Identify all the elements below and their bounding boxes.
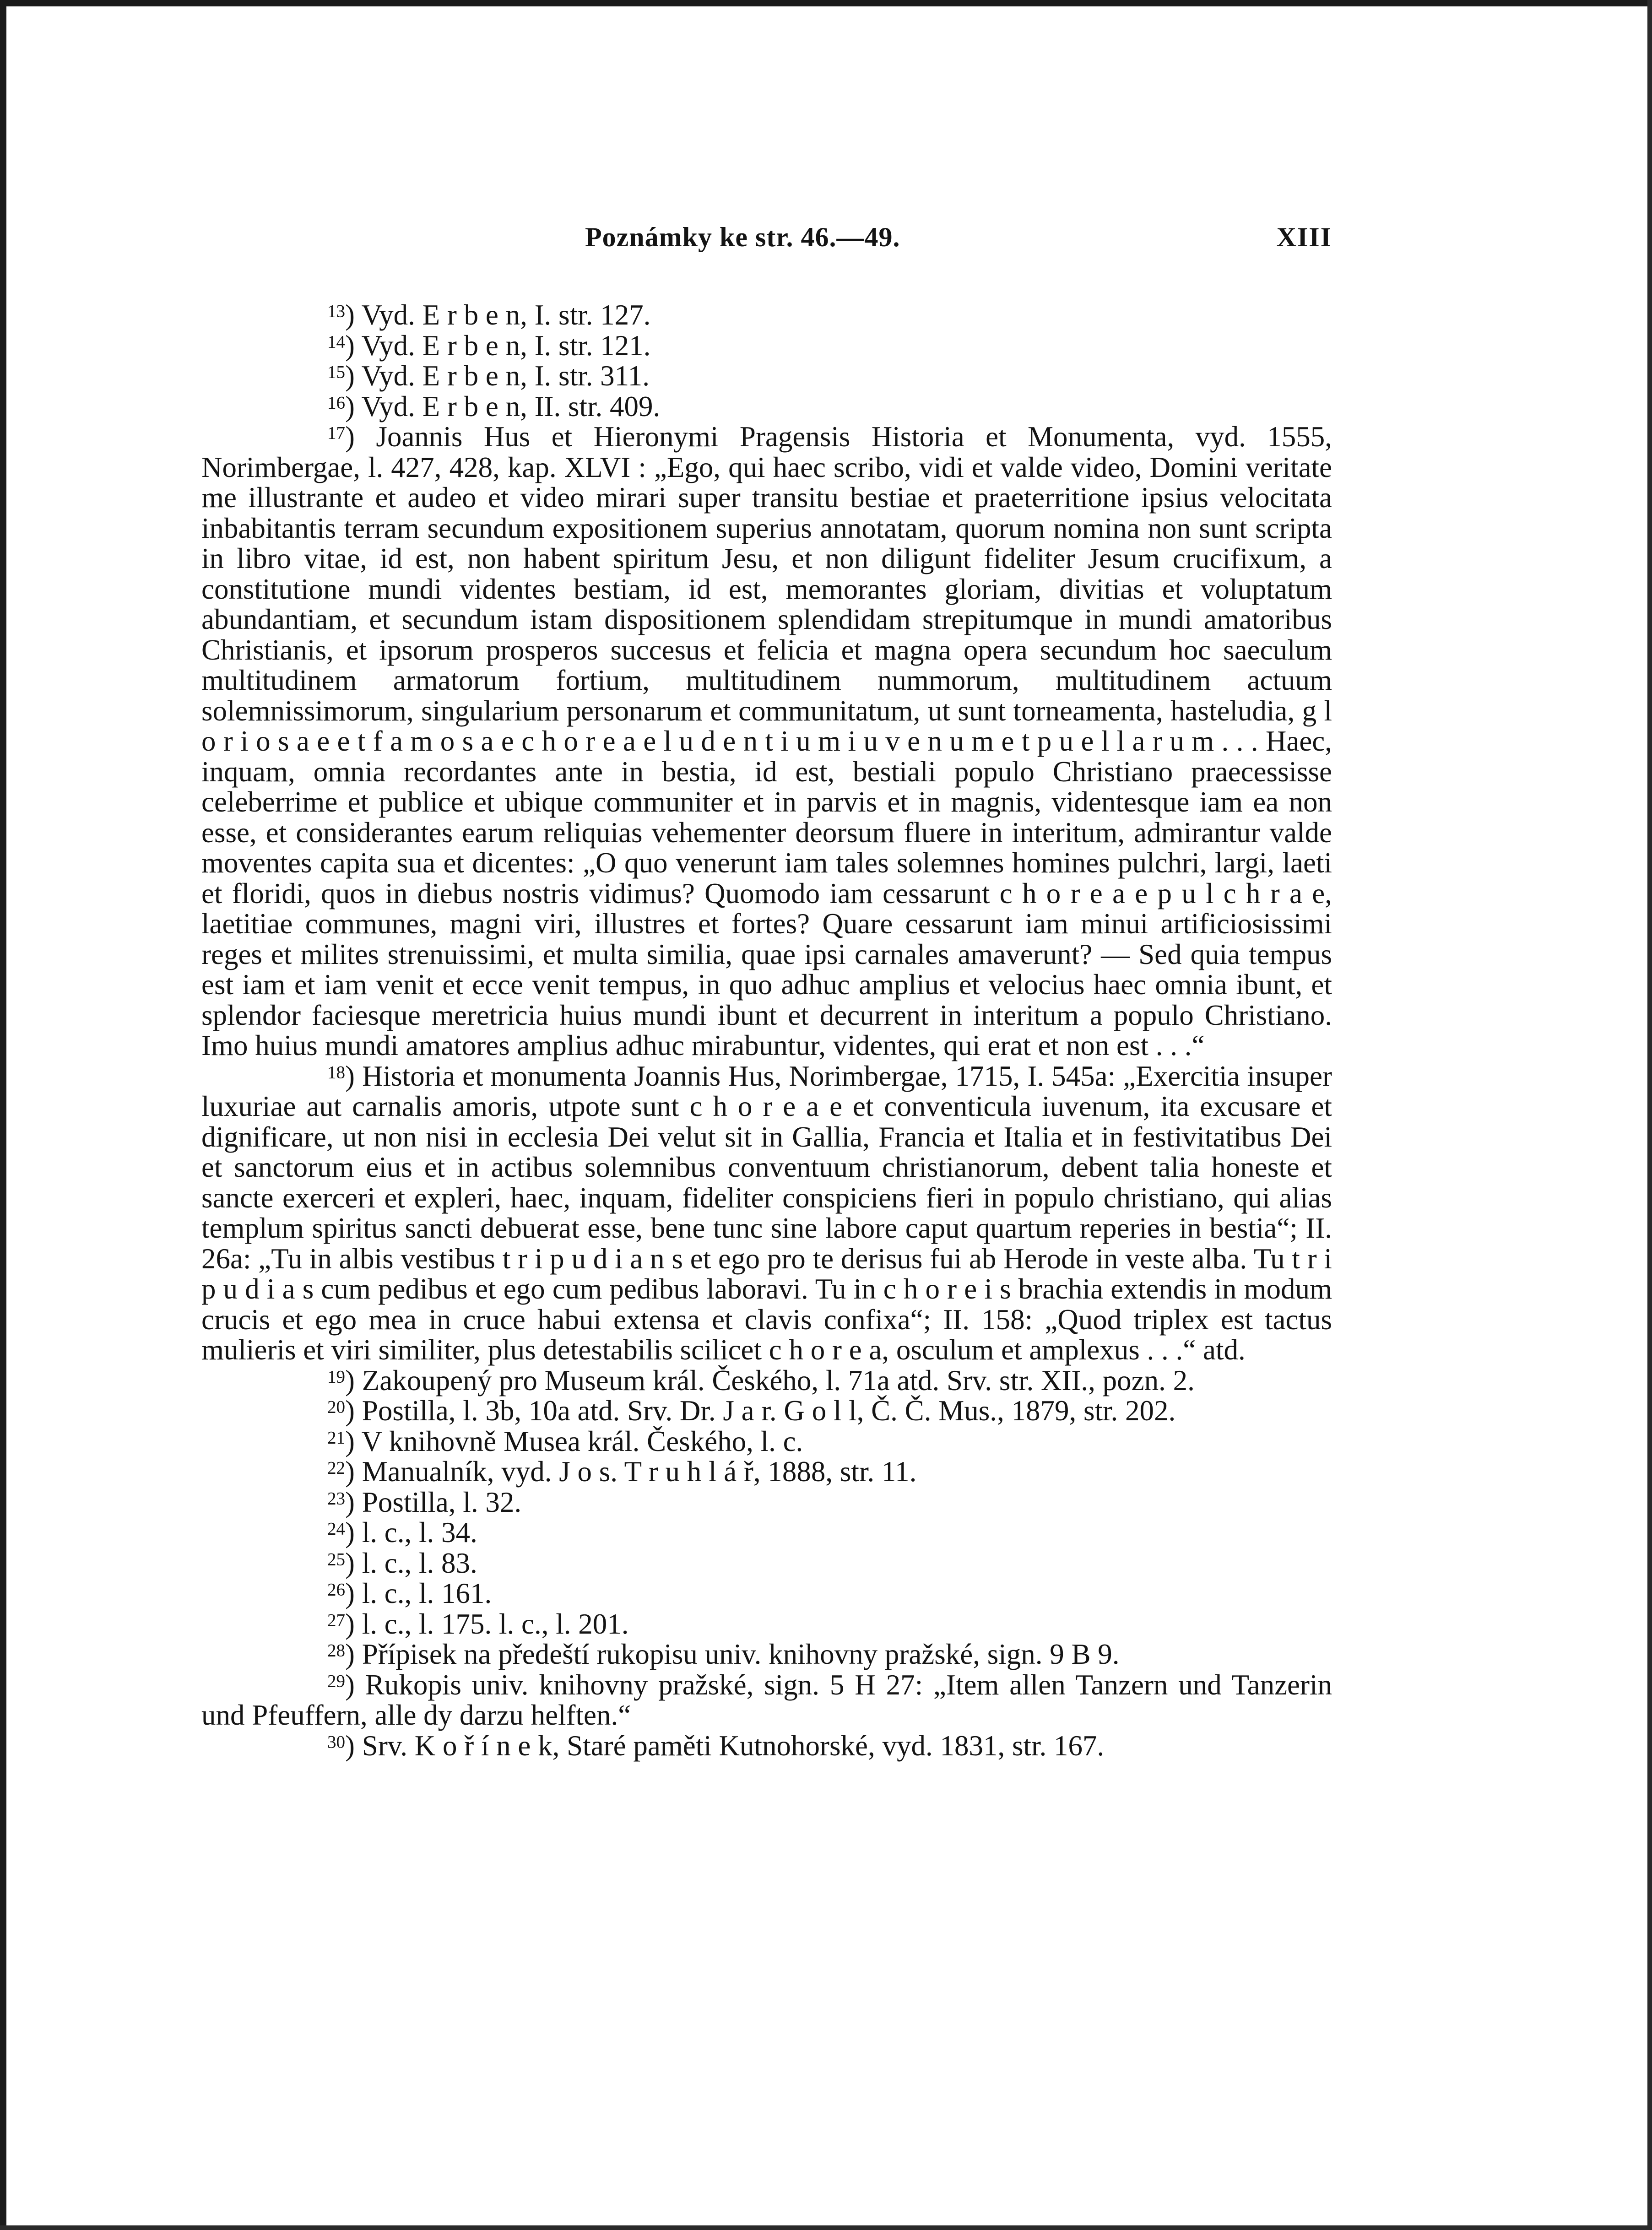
scan-border-bottom (0, 2225, 1652, 2230)
note-number: 13 (327, 301, 346, 321)
note-text: l. c., l. 34. (362, 1516, 477, 1548)
note-number: 24 (327, 1519, 346, 1539)
note-number: 23 (327, 1488, 346, 1509)
note-text: V knihovně Musea král. Českého, l. c. (361, 1425, 803, 1457)
note-29: $^{29}$) Rukopis univ. knihovny pražské, sign. 5 H 27: „Item allen Tanzern und Tanzerin und Pfeuffern, alle dy darzu helften.“ (201, 1668, 1332, 1731)
note-number: 14 (327, 332, 346, 352)
note-28: $^{28}$) Přípisek na předeští rukopisu univ. knihovny pražské, sign. 9 B 9. (327, 1638, 1120, 1670)
note-text: Postilla, l. 32. (362, 1486, 522, 1518)
note-26: $^{26}$) l. c., l. 161. (327, 1577, 492, 1609)
note-text: Přípisek na předeští rukopisu univ. knihovny pražské, sign. 9 B 9. (362, 1638, 1120, 1670)
running-title: Poznámky ke str. 46.—49. (585, 222, 900, 252)
scan-border-left (0, 0, 6, 2230)
note-18: $^{18}$) Historia et monumenta Joannis Hus, Norimbergae, 1715, I. 545a: „Exercitia insuper luxuriae aut carnalis amoris, utpote sunt c h o r e a e et conventicula iuvenum, ita excusare et dignificare, ut non nisi in ecclesia Dei velut sit in Gallia, Francia et Italia et in festivitatibus Dei et sanctorum eius et in actibus solemnibus conventuum christianorum, debent talia honeste et sancte exerceri et expleri, haec, inquam, fideliter conspiciens fieri in populo christiano, qui alias templum spiritus sancti debuerat esse, bene tunc sine labore caput quartum reperies in bestia“; II. 26a: „Tu in albis vestibus t r i p u d i a n s et ego pro te derisus fui ab Herode in veste alba. Tu t r i p u d i a s cum pedibus et ego cum pedibus laboravi. Tu in c h o r e i s brachia extendis in modum crucis et ego mea in cruce habui extensa et clavis confixa“; II. 158: „Quod triplex est tactus mulieris et viri similiter, plus detestabilis scilicet c h o r e a, osculum et amplexus . . .“ atd. (201, 1060, 1332, 1366)
note-13: $^{13}$) Vyd. E r b e n, I. str. 127. (327, 299, 651, 331)
page-number: XIII (1276, 222, 1332, 252)
note-number: 25 (327, 1549, 346, 1570)
note-24: $^{24}$) l. c., l. 34. (327, 1516, 477, 1548)
note-number: 21 (327, 1428, 346, 1448)
note-text: l. c., l. 83. (362, 1547, 477, 1579)
note-number: 15 (327, 362, 346, 382)
note-14: $^{14}$) Vyd. E r b e n, I. str. 121. (327, 329, 651, 362)
note-number: 27 (327, 1610, 346, 1630)
note-23: $^{23}$) Postilla, l. 32. (327, 1486, 522, 1518)
note-text: Vyd. E r b e n, I. str. 311. (361, 360, 650, 392)
note-21: $^{21}$) V knihovně Musea král. Českého, l. c. (327, 1425, 803, 1457)
running-head (201, 215, 1332, 256)
scan-border-right (1647, 0, 1652, 2230)
note-20: $^{20}$) Postilla, l. 3b, 10a atd. Srv. Dr. J a r. G o l l, Č. Č. Mus., 1879, str. 202. (327, 1395, 1176, 1427)
note-text: l. c., l. 161. (362, 1577, 492, 1609)
note-22: $^{22}$) Manualník, vyd. J o s. T r u h l á ř, 1888, str. 11. (327, 1456, 917, 1488)
note-text: Postilla, l. 3b, 10a atd. Srv. Dr. J a r. G o l l, Č. Č. Mus., 1879, str. 202. (362, 1395, 1176, 1427)
note-19: $^{19}$) Zakoupený pro Museum král. Českého, l. 71a atd. Srv. str. XII., pozn. 2. (327, 1364, 1195, 1396)
note-text: l. c., l. 175. l. c., l. 201. (362, 1608, 629, 1640)
note-number: 29 (327, 1671, 346, 1691)
note-number: 20 (327, 1397, 346, 1417)
note-text: Vyd. E r b e n, II. str. 409. (361, 390, 661, 422)
note-number: 19 (327, 1367, 346, 1387)
note-30: $^{30}$) Srv. K o ř í n e k, Staré paměti Kutnohorské, vyd. 1831, str. 167. (327, 1729, 1105, 1762)
note-text: Manualník, vyd. J o s. T r u h l á ř, 1888, str. 11. (362, 1456, 917, 1488)
note-16: $^{16}$) Vyd. E r b e n, II. str. 409. (327, 390, 661, 422)
note-number: 22 (327, 1458, 346, 1478)
note-17: $^{17}$) Joannis Hus et Hieronymi Pragensis Historia et Monumenta, vyd. 1555, Norimbergae, l. 427, 428, kap. XLVI : „Ego, qui haec scribo, vidi et valde video, Domini veritate me illustrante et audeo et video mirari super transitu bestiae et praeterritione ipsius velocitata inbabitantis terram secundum expositionem superius annotatam, quorum nomina non sunt scripta in libro vitae, id est, non habent spiritum Jesu, et non diligunt fideliter Jesum crucifixum, a constitutione mundi videntes bestiam, id est, memorantes gloriam, divitias et voluptatum abundantiam, et secundum istam dispositionem splendidam strepitumque in mundi amatoribus Christianis, et ipsorum prosperos succesus et felicia et magna opera secundum hoc saeculum multitudinem armatorum fortium, multitudinem nummorum, multitudinem actuum solemnissimorum, singularium personarum et communitatum, ut sunt torneamenta, hasteludia, g l o r i o s a e e t f a m o s a e c h o r e a e l u d e n t i u m i u v e n u m e t p u e l l a r u m . . . Haec, inquam, omnia recordantes ante in bestia, id est, bestiali populo Christiano praecessisse celeberrime et publice et ubique communiter et in parvis et in magnis, videntesque iam ea non esse, et considerantes earum reliquias vehementer deorsum fluere in interitum, admirantur valde moventes capita sua et dicentes: „O quo venerunt iam tales solemnes homines pulchri, largi, laeti et floridi, quos in diebus nostris vidimus? Quomodo iam cessarunt c h o r e a e p u l c h r a e, laetitiae communes, magni viri, illustres et fortes? Quare cessarunt iam minui artificiosissimi reges et milites strenuissimi, et multa similia, quae ipsi carnales amaverunt? — Sed quia tempus est iam et iam venit et ecce venit tempus, in quo adhuc amplius et velocius haec omnia ibunt, et splendor faciesque meretricia huius mundi ibunt et decurrent in interitum a populo Christiano. Imo huius mundi amatores amplius adhuc mirabuntur, videntes, qui erat et non est . . .“ (201, 421, 1332, 1061)
note-number: 17 (327, 423, 346, 443)
note-text: Srv. K o ř í n e k, Staré paměti Kutnohorské, vyd. 1831, str. 167. (362, 1729, 1105, 1762)
note-text: Vyd. E r b e n, I. str. 127. (361, 299, 651, 331)
note-25: $^{25}$) l. c., l. 83. (327, 1547, 477, 1579)
note-text: Historia et monumenta Joannis Hus, Norimbergae, 1715, I. 545a: „Exercitia insuper luxuriae aut carnalis amoris, utpote sunt c h o r e a e et conventicula iuvenum, ita excusare et dignificare, ut non nisi in ecclesia Dei velut sit in Gallia, Francia et Italia et in festivitatibus Dei et sanctorum eius et in actibus solemnibus conventuum christianorum, debent talia honeste et sancte exerceri et expleri, haec, inquam, fideliter conspiciens fieri in populo christiano, qui alias templum spiritus sancti debuerat esse, bene tunc sine labore caput quartum reperies in bestia“; II. 26a: „Tu in albis vestibus t r i p u d i a n s et ego pro te derisus fui ab Herode in veste alba. Tu t r i p u d i a s cum pedibus et ego cum pedibus laboravi. Tu in c h o r e i s brachia extendis in modum crucis et ego mea in cruce habui extensa et clavis confixa“; II. 158: „Quod triplex est tactus mulieris et viri similiter, plus detestabilis scilicet c h o r e a, osculum et amplexus . . .“ atd. (201, 1060, 1332, 1366)
note-number: 30 (327, 1732, 346, 1752)
note-number: 28 (327, 1640, 346, 1661)
footnotes (201, 300, 1332, 1761)
note-number: 18 (327, 1062, 346, 1083)
note-number: 16 (327, 393, 346, 413)
note-text: Vyd. E r b e n, I. str. 121. (361, 329, 651, 362)
note-text: Zakoupený pro Museum král. Českého, l. 71a atd. Srv. str. XII., pozn. 2. (362, 1364, 1195, 1396)
note-15: $^{15}$) Vyd. E r b e n, I. str. 311. (327, 360, 650, 392)
scan-border-top (0, 0, 1652, 6)
note-text: Rukopis univ. knihovny pražské, sign. 5 H 27: „Item allen Tanzern und Tanzerin und Pfeuffern, alle dy darzu helften.“ (201, 1668, 1332, 1731)
note-number: 26 (327, 1580, 346, 1600)
note-27: $^{27}$) l. c., l. 175. l. c., l. 201. (327, 1608, 629, 1640)
note-text: Joannis Hus et Hieronymi Pragensis Historia et Monumenta, vyd. 1555, Norimbergae, l. 427, 428, kap. XLVI : „Ego, qui haec scribo, vidi et valde video, Domini veritate me illustrante et audeo et video mirari super transitu bestiae et praeterritione ipsius velocitata inbabitantis terram secundum expositionem superius annotatam, quorum nomina non sunt scripta in libro vitae, id est, non habent spiritum Jesu, et non diligunt fideliter Jesum crucifixum, a constitutione mundi videntes bestiam, id est, memorantes gloriam, divitias et voluptatum abundantiam, et secundum istam dispositionem splendidam strepitumque in mundi amatoribus Christianis, et ipsorum prosperos succesus et felicia et magna opera secundum hoc saeculum multitudinem armatorum fortium, multitudinem nummorum, multitudinem actuum solemnissimorum, singularium personarum et communitatum, ut sunt torneamenta, hasteludia, g l o r i o s a e e t f a m o s a e c h o r e a e l u d e n t i u m i u v e n u m e t p u e l l a r u m . . . Haec, inquam, omnia recordantes ante in bestia, id est, bestiali populo Christiano praecessisse celeberrime et publice et ubique communiter et in parvis et in magnis, videntesque iam ea non esse, et considerantes earum reliquias vehementer deorsum fluere in interitum, admirantur valde moventes capita sua et dicentes: „O quo venerunt iam tales solemnes homines pulchri, largi, laeti et floridi, quos in diebus nostris vidimus? Quomodo iam cessarunt c h o r e a e p u l c h r a e, laetitiae communes, magni viri, illustres et fortes? Quare cessarunt iam minui artificiosissimi reges et milites strenuissimi, et multa similia, quae ipsi carnales amaverunt? — Sed quia tempus est iam et iam venit et ecce venit tempus, in quo adhuc amplius et velocius haec omnia ibunt, et splendor faciesque meretricia huius mundi ibunt et decurrent in interitum a populo Christiano. Imo huius mundi amatores amplius adhuc mirabuntur, videntes, qui erat et non est . . .“ (201, 421, 1332, 1061)
